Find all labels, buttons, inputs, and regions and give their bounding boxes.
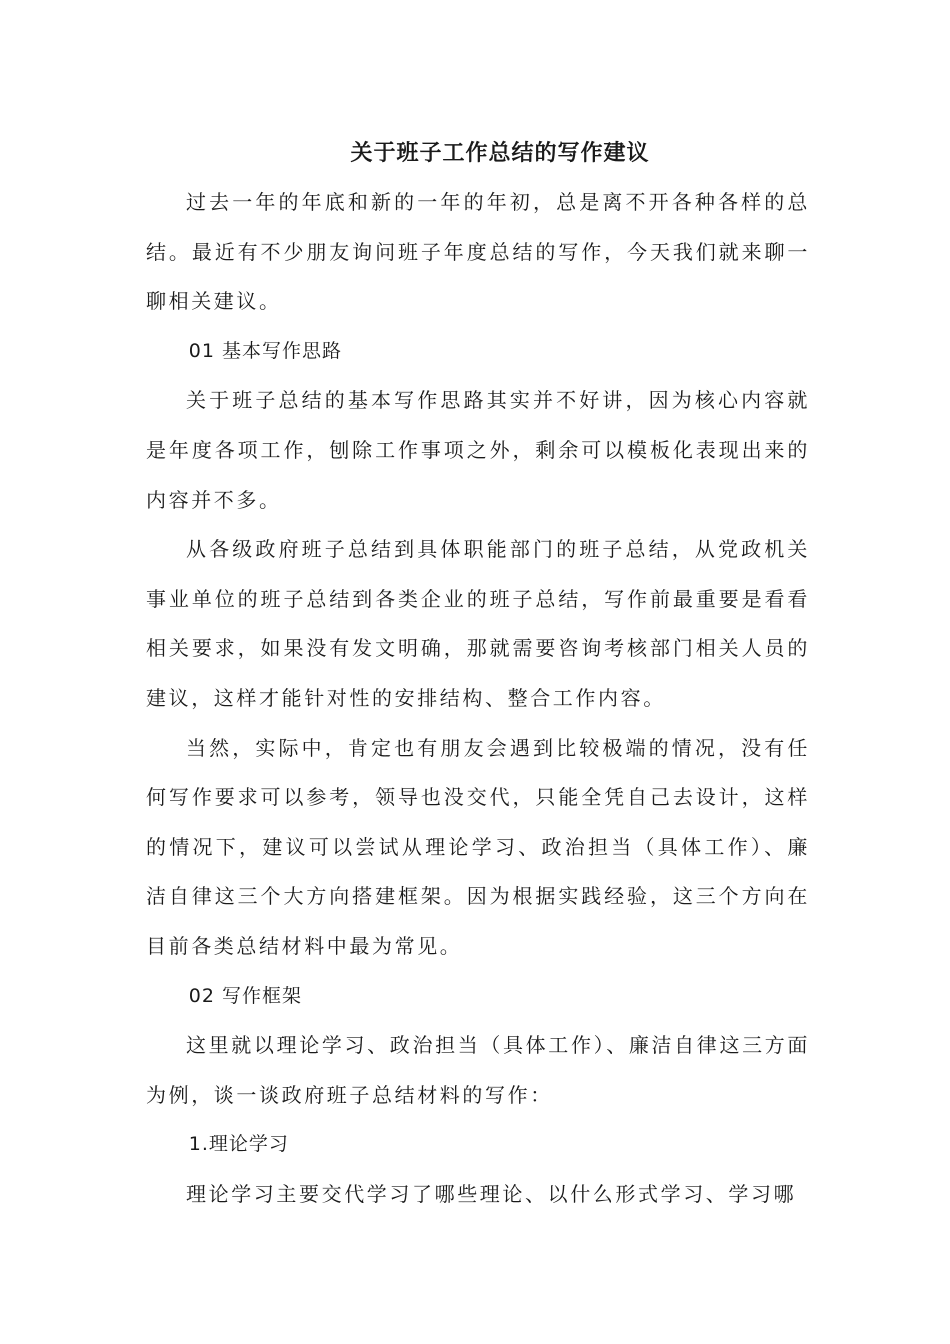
section-heading-framework: 02 写作框架 <box>188 984 302 1007</box>
document-body <box>146 178 810 1219</box>
paragraph-basic-approach: 关于班子总结的基本写作思路其实并不好讲，因为核心内容就是年度各项工作，刨除工作事项之外，剩余可以模板化表现出来的内容并不多。 <box>146 388 810 512</box>
document-title: 关于班子工作总结的写作建议 <box>350 140 650 166</box>
paragraph-extreme-case: 当然，实际中，肯定也有朋友会遇到比较极端的情况，没有任何写作要求可以参考，领导也没交代，只能全凭自己去设计，这样的情况下，建议可以尝试从理论学习、政治担当（具体工作）、廉洁自律这三个大方向搭建框架。因为根据实践经验，这三个方向在目前各类总结材料中最为常见。 <box>146 735 810 958</box>
paragraph-framework-intro: 这里就以理论学习、政治担当（具体工作）、廉洁自律这三方面为例，谈一谈政府班子总结材料的写作： <box>146 1033 810 1107</box>
paragraph-theory-study: 理论学习主要交代学习了哪些理论、以什么形式学习、学习哪 <box>186 1181 797 1206</box>
section-heading-basic-approach: 01 基本写作思路 <box>188 339 342 362</box>
paragraph-intro: 过去一年的年底和新的一年的年初，总是离不开各种各样的总结。最近有不少朋友询问班子年度总结的写作，今天我们就来聊一聊相关建议。 <box>146 190 810 314</box>
paragraph-requirements: 从各级政府班子总结到具体职能部门的班子总结，从党政机关事业单位的班子总结到各类企业的班子总结，写作前最重要是看看相关要求，如果没有发文明确，那就需要咨询考核部门相关人员的建议，这样才能针对性的安排结构、整合工作内容。 <box>146 537 810 710</box>
subheading-theory-study: 1.理论学习 <box>188 1133 289 1156</box>
